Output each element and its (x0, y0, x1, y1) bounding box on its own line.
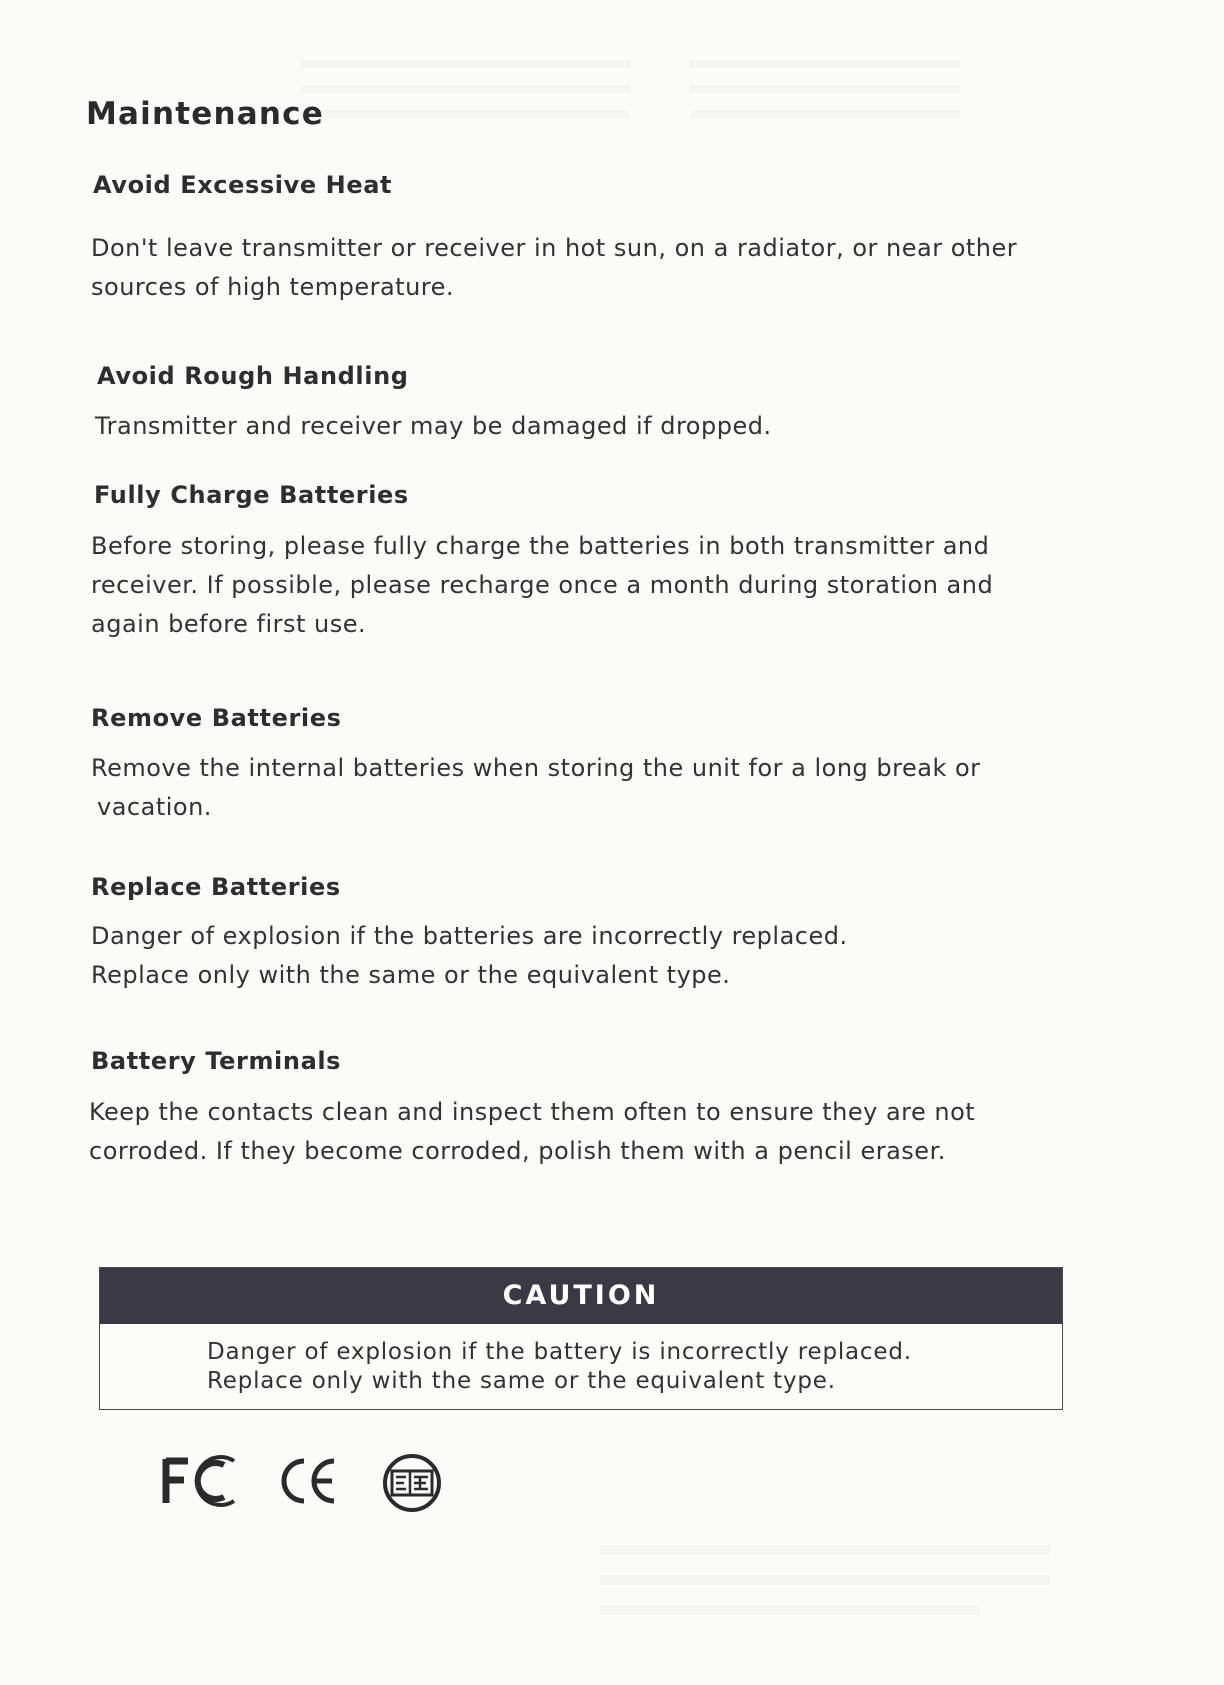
section-body (89, 1093, 975, 1171)
section-body (91, 749, 981, 827)
body-line: vacation. (97, 793, 212, 821)
section-body (91, 229, 1017, 307)
emc-logo (380, 1453, 444, 1513)
section-heading: Avoid Excessive Heat (93, 171, 393, 199)
section-heading: Fully Charge Batteries (94, 481, 409, 509)
body-line: Transmitter and receiver may be damaged if dropped. (95, 412, 772, 440)
body-line: Keep the contacts clean and inspect them often to ensure they are not (89, 1098, 976, 1126)
section-heading: Replace Batteries (91, 873, 341, 901)
fcc-logo (162, 1453, 242, 1509)
body-line: Don't leave transmitter or receiver in hot sun, on a radiator, or near other (91, 234, 1018, 262)
section-body (91, 917, 848, 995)
caution-title: CAUTION (100, 1268, 1062, 1324)
caution-line: Danger of explosion if the battery is incorrectly replaced. (207, 1339, 912, 1365)
body-line: corroded. If they become corroded, polish them with a pencil eraser. (89, 1137, 946, 1165)
section-body (91, 527, 993, 644)
body-line: Remove the internal batteries when storing the unit for a long break or (91, 754, 981, 782)
bleed-through-mark (300, 85, 630, 93)
body-line: again before first use. (91, 610, 367, 638)
caution-line: Replace only with the same or the equivalent type. (207, 1368, 836, 1394)
body-line: receiver. If possible, please recharge once a month during storation and (91, 571, 994, 599)
section-heading: Avoid Rough Handling (97, 362, 409, 390)
page-title: Maintenance (86, 96, 324, 132)
ce-logo (276, 1453, 340, 1509)
body-line: Danger of explosion if the batteries are incorrectly replaced. (91, 922, 848, 950)
bleed-through-mark (600, 1545, 1050, 1555)
section-heading: Remove Batteries (91, 704, 342, 732)
bleed-through-mark (600, 1575, 1050, 1585)
bleed-through-mark (300, 60, 630, 68)
body-line: Replace only with the same or the equivalent type. (91, 961, 731, 989)
bleed-through-mark (600, 1605, 980, 1615)
bleed-through-mark (690, 110, 960, 118)
bleed-through-mark (690, 85, 960, 93)
bleed-through-mark (300, 110, 630, 118)
bleed-through-mark (690, 60, 960, 68)
body-line: sources of high temperature. (91, 273, 455, 301)
caution-box (99, 1267, 1063, 1410)
section-heading: Battery Terminals (91, 1047, 342, 1075)
caution-text (100, 1324, 1062, 1396)
section-body (95, 407, 772, 446)
body-line: Before storing, please fully charge the batteries in both transmitter and (91, 532, 990, 560)
